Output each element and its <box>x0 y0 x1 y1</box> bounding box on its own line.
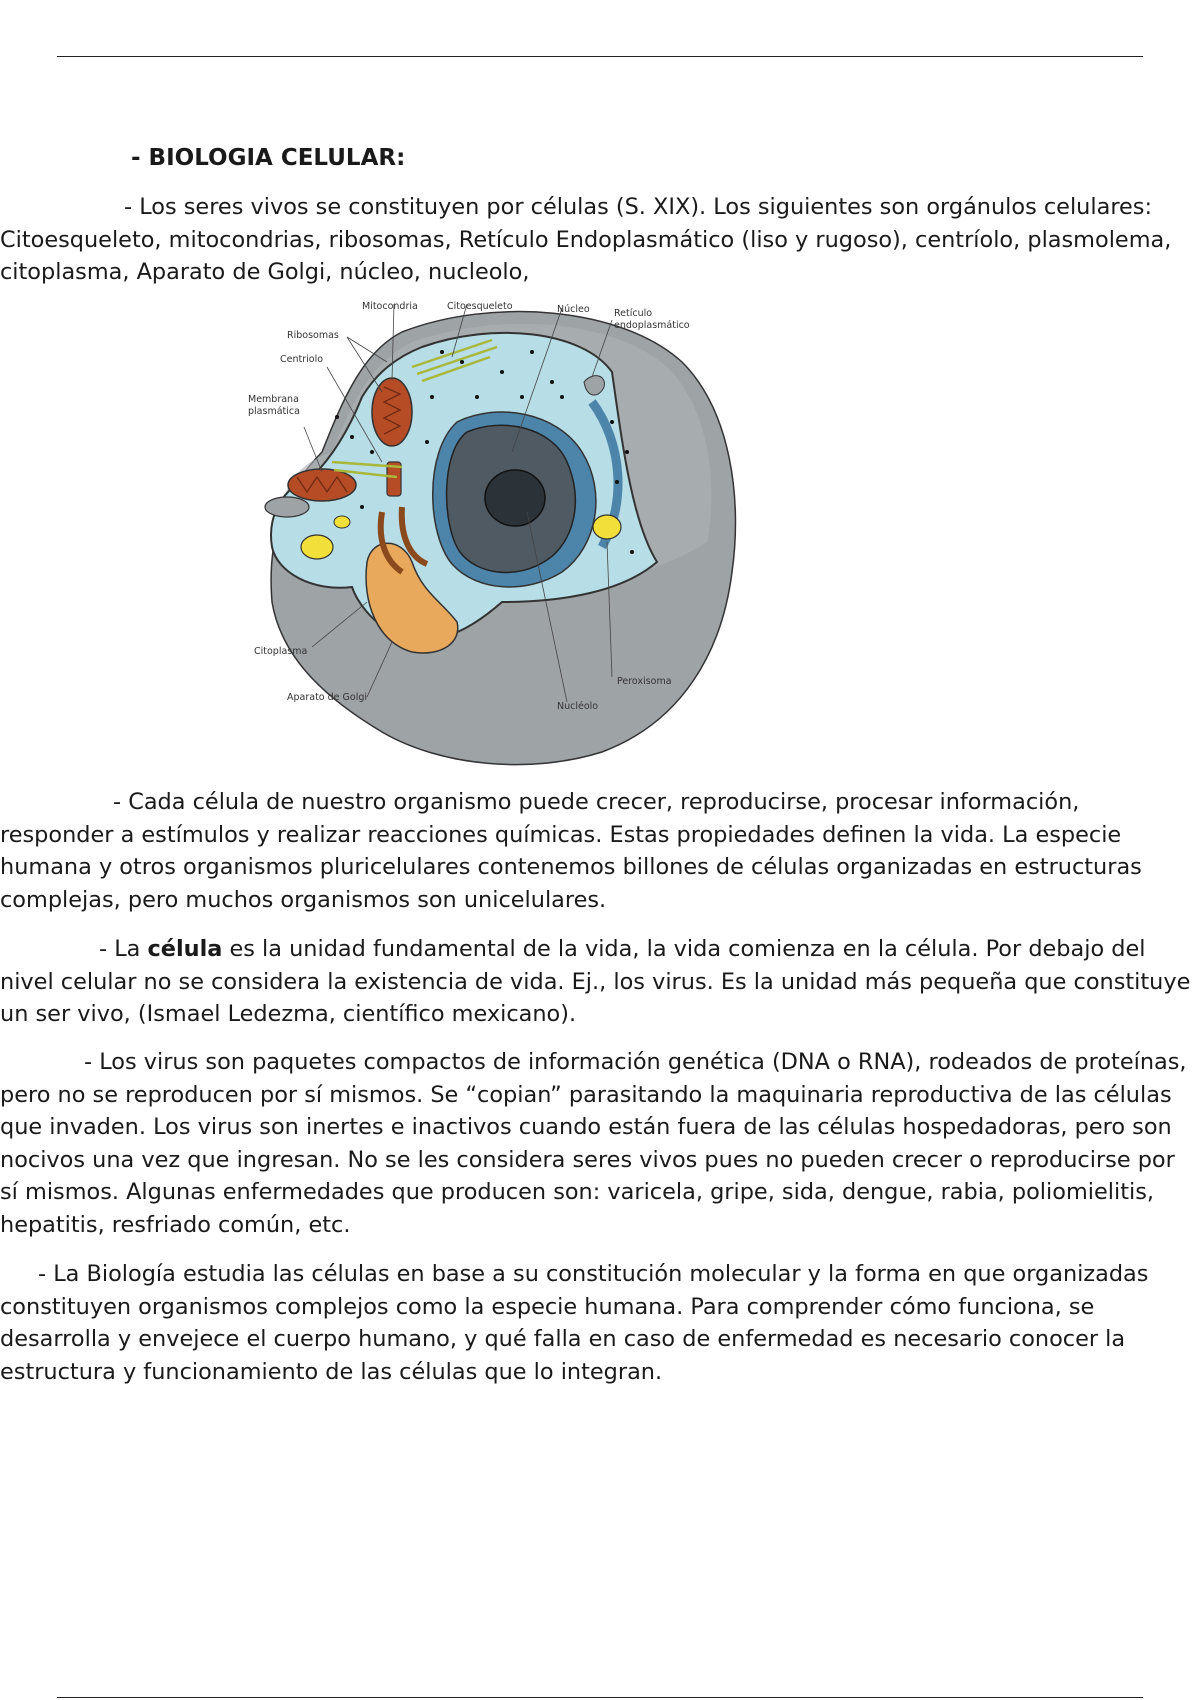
bold-term-celula: célula <box>147 936 223 962</box>
top-rule <box>57 56 1143 57</box>
paragraph-biology: - La Biología estudia las células en base a su constitución molecular y la forma en que organizadas constituyen organismos complejos como la especie humana. Para comprender cómo funciona, se desarrolla y envejece el cuerpo humano, y qué falla en caso de enfermedad es necesario conocer la estructura y funcionamiento de las células que lo integran. <box>0 1261 1149 1385</box>
label-ribosomas: Ribosomas <box>287 330 339 341</box>
mitochondrion-1 <box>372 378 412 446</box>
label-mitocondria: Mitocondria <box>362 301 418 312</box>
label-reticulo: Retículo <box>614 308 653 319</box>
paragraph-cell-properties: - Cada célula de nuestro organismo puede crecer, reproducirse, procesar información, responder a estímulos y realizar reacciones químicas. Estas propiedades definen la vida. La especie humana y otros organismos pluricelulares contenemos billones de células organizadas en estructuras complejas, pero muchos organismos son unicelulares. <box>0 789 1142 913</box>
label-citoplasma: Citoplasma <box>254 646 308 657</box>
section-heading: - BIOLOGIA CELULAR: <box>131 145 406 171</box>
label-citoesqueleto: Citoesqueleto <box>447 301 513 312</box>
paragraph-viruses: - Los virus son paquetes compactos de información genética (DNA o RNA), rodeados de proteínas, pero no se reproducen por sí mismos. Se “copian” parasitando la maquinaria reproductiva de las células que invaden. Los virus son inertes e inactivos cuando están fuera de las células hospedadoras, pero son nocivos una vez que ingresan. No se les considera seres vivos pues no pueden crecer o reproducirse por sí mismos. Algunas enfermedades que producen son: varicela, gripe, sida, dengue, rabia, poliomielitis, hepatitis, resfriado común, etc. <box>0 1049 1187 1238</box>
peroxisome <box>593 515 621 539</box>
vacuole <box>265 497 309 517</box>
label-peroxisoma: Peroxisoma <box>617 676 672 687</box>
cell-diagram <box>248 301 754 772</box>
nucleolus <box>485 470 545 526</box>
label-centriolo: Centriolo <box>280 354 324 365</box>
label-membrana-2: plasmática <box>248 406 300 417</box>
bottom-rule <box>57 1697 1143 1698</box>
label-membrana: Membrana <box>248 394 299 405</box>
vesicle-2 <box>334 516 350 528</box>
paragraph-cell-unit: - La célula es la unidad fundamental de la vida, la vida comienza en la célula. Por debajo del nivel celular no se considera la existencia de vida. Ej., los virus. Es la unidad más pequeña que constituye un ser vivo, (Ismael Ledezma, científico mexicano). <box>0 936 1191 1027</box>
label-golgi: Aparato de Golgi <box>287 692 368 703</box>
label-nucleo: Núcleo <box>557 304 590 315</box>
vesicle-1 <box>301 535 333 559</box>
label-reticulo-2: endoplasmático <box>614 320 690 331</box>
paragraph-organelles: - Los seres vivos se constituyen por células (S. XIX). Los siguientes son orgánulos celulares: Citoesqueleto, mitocondrias, ribosomas, Retículo Endoplasmático (liso y rugoso), centríolo, plasmolema, citoplasma, Aparato de Golgi, núcleo, nucleolo, <box>0 194 1172 285</box>
label-nucleolo: Nucléolo <box>557 701 599 712</box>
